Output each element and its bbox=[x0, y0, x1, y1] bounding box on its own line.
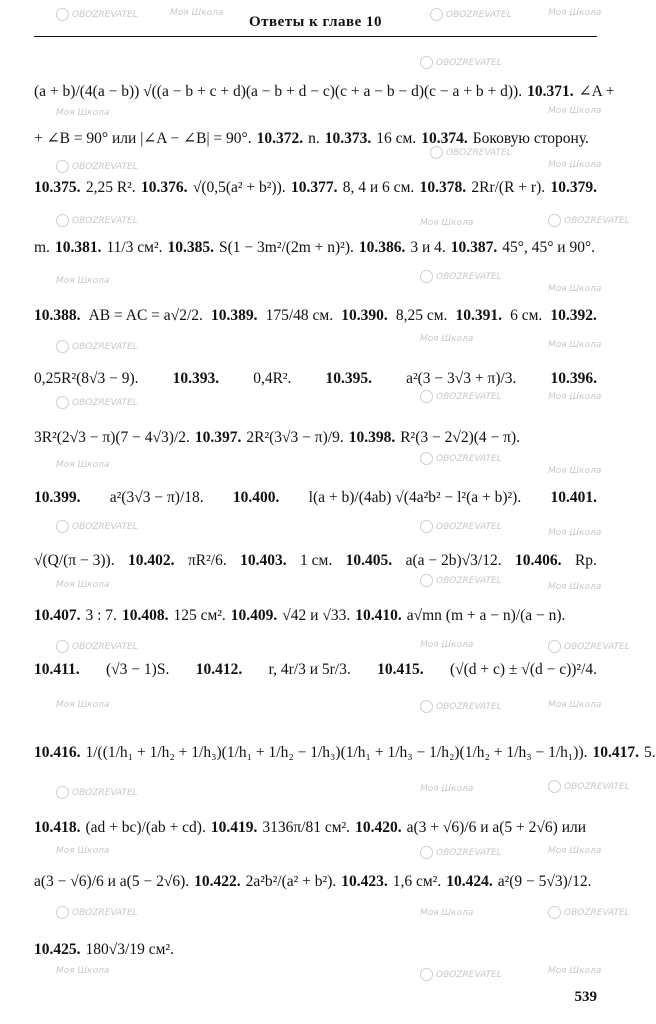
watermark-text: OBOZREVATEL bbox=[72, 788, 138, 798]
problem-number: 10.374. bbox=[421, 130, 468, 147]
watermark-logo-icon bbox=[548, 214, 561, 227]
watermark bbox=[420, 218, 473, 228]
answer-line bbox=[34, 240, 597, 256]
watermark bbox=[420, 56, 502, 69]
watermark bbox=[420, 574, 502, 587]
watermark bbox=[420, 390, 502, 403]
answer-text: a²(3 − 3√3 + π)/3. bbox=[406, 370, 517, 387]
problem-number: 10.401. bbox=[550, 489, 597, 506]
watermark bbox=[56, 108, 109, 118]
answer-text: 3R²(2√3 − π)(7 − 4√3)/2. bbox=[34, 429, 190, 446]
problem-number: 10.425. bbox=[34, 941, 81, 958]
watermark bbox=[56, 276, 109, 286]
answer-text: + ∠B = 90° или |∠A − ∠B| = 90°. bbox=[34, 130, 252, 147]
watermark-text: Моя Школа bbox=[548, 340, 602, 350]
watermark bbox=[548, 640, 630, 653]
answer-text: 2,25 R². bbox=[85, 179, 136, 196]
watermark-text: OBOZREVATEL bbox=[72, 216, 138, 226]
watermark bbox=[56, 520, 138, 533]
watermark bbox=[56, 640, 138, 653]
answer-text: r, 4r/3 и 5r/3. bbox=[268, 661, 351, 678]
answer-text: m. bbox=[34, 239, 50, 256]
answer-text: (√(d + c) ± √(d − c))²/4. bbox=[449, 661, 597, 678]
watermark bbox=[548, 340, 601, 350]
problem-number: 10.387. bbox=[450, 239, 498, 256]
problem-number: 10.407. bbox=[34, 607, 81, 624]
answer-text: 2Rr/(R + r). bbox=[471, 179, 546, 196]
chapter-header: Ответы к главе 10 bbox=[249, 14, 382, 30]
watermark bbox=[430, 146, 512, 159]
answer-line bbox=[34, 608, 597, 624]
watermark-logo-icon bbox=[420, 968, 433, 981]
watermark bbox=[548, 160, 601, 170]
watermark-logo-icon bbox=[56, 520, 69, 533]
watermark bbox=[420, 846, 502, 859]
watermark-text: Моя Школа bbox=[56, 580, 110, 590]
problem-number: 10.423. bbox=[341, 873, 388, 890]
problem-number: 10.415. bbox=[377, 661, 424, 678]
watermark-text: OBOZREVATEL bbox=[72, 10, 138, 20]
watermark bbox=[420, 700, 502, 713]
answer-text: S(1 − 3m²/(2m + n)²). bbox=[219, 239, 354, 256]
problem-number: 10.400. bbox=[232, 489, 280, 506]
watermark bbox=[56, 160, 138, 173]
problem-number: 10.371. bbox=[527, 83, 574, 100]
answer-text: 0,25R²(8√3 − 9). bbox=[34, 370, 139, 387]
answer-line bbox=[34, 180, 597, 196]
watermark bbox=[56, 580, 109, 590]
answer-text: R²(3 − 2√2)(4 − π). bbox=[400, 429, 521, 446]
watermark-text: OBOZREVATEL bbox=[72, 162, 138, 172]
answer-text: 11/3 см². bbox=[106, 239, 163, 256]
watermark-logo-icon bbox=[548, 640, 561, 653]
answer-text: a²(9 − 5√3)/12. bbox=[497, 873, 592, 890]
answer-text: 3 : 7. bbox=[85, 607, 117, 624]
watermark-logo-icon bbox=[420, 520, 433, 533]
problem-number: 10.390. bbox=[341, 307, 388, 324]
answer-line bbox=[34, 308, 597, 324]
watermark-text: OBOZREVATEL bbox=[72, 642, 138, 652]
answer-text: 1,6 см². bbox=[392, 873, 442, 890]
watermark bbox=[548, 582, 601, 592]
watermark-text: OBOZREVATEL bbox=[436, 272, 502, 282]
watermark bbox=[548, 214, 630, 227]
watermark-logo-icon bbox=[420, 574, 433, 587]
watermark-text: OBOZREVATEL bbox=[72, 398, 138, 408]
watermark-text: OBOZREVATEL bbox=[436, 576, 502, 586]
watermark bbox=[548, 392, 601, 402]
problem-number: 10.402. bbox=[128, 552, 175, 569]
watermark-text: Моя Школа bbox=[420, 334, 474, 344]
problem-number: 10.388. bbox=[34, 307, 81, 324]
answer-text: (√3 − 1)S. bbox=[106, 661, 170, 678]
watermark-logo-icon bbox=[430, 146, 443, 159]
watermark-text: OBOZREVATEL bbox=[72, 522, 138, 532]
answer-text: a(a − 2b)√3/12. bbox=[405, 552, 502, 569]
watermark bbox=[56, 846, 109, 856]
answer-text: a√mn (m + a − n)/(a − n). bbox=[406, 607, 566, 624]
watermark-logo-icon bbox=[56, 160, 69, 173]
watermark bbox=[56, 700, 109, 710]
answer-text: √(Q/(π − 3)). bbox=[34, 552, 115, 569]
answer-text: 3136π/81 см². bbox=[262, 819, 351, 836]
problem-number: 10.410. bbox=[355, 607, 402, 624]
watermark-text: Моя Школа bbox=[548, 392, 602, 402]
watermark-text: Моя Школа bbox=[548, 106, 602, 116]
watermark-text: Моя Школа bbox=[56, 700, 110, 710]
answer-text: a(3 + √6)/6 и a(5 + 2√6) или bbox=[406, 819, 587, 836]
watermark-logo-icon bbox=[420, 390, 433, 403]
answer-text: a(3 − √6)/6 и a(5 − 2√6). bbox=[34, 873, 190, 890]
watermark-text: OBOZREVATEL bbox=[564, 782, 630, 792]
problem-number: 10.424. bbox=[446, 873, 493, 890]
answer-line bbox=[34, 490, 597, 506]
problem-number: 10.389. bbox=[210, 307, 258, 324]
watermark-text: Моя Школа bbox=[420, 640, 474, 650]
watermark-text: Моя Школа bbox=[548, 966, 602, 976]
answer-text: 0,4R². bbox=[253, 370, 292, 387]
watermark bbox=[56, 340, 138, 353]
answer-text: 2R²(3√3 − π)/9. bbox=[246, 429, 344, 446]
answer-text: l(a + b)/(4ab) √(4a²b² − l²(a + b)²). bbox=[308, 489, 522, 506]
watermark bbox=[56, 214, 138, 227]
answer-text: 3 и 4. bbox=[410, 239, 446, 256]
problem-number: 10.417. bbox=[592, 744, 640, 761]
answer-text: 180√3/19 см². bbox=[85, 941, 174, 958]
watermark-text: OBOZREVATEL bbox=[436, 702, 502, 712]
watermark bbox=[56, 966, 109, 976]
watermark-logo-icon bbox=[56, 396, 69, 409]
answer-text: (ad + bc)/(ab + cd). bbox=[85, 819, 206, 836]
answer-text: (a + b)/(4(a − b)) √((a − b + c + d)(a − b + d − c)(c + a − b − d)(c − a + b + d)). bbox=[34, 83, 523, 100]
problem-number: 10.377. bbox=[290, 179, 338, 196]
answer-line bbox=[34, 874, 597, 890]
answer-text: a²(3√3 − π)/18. bbox=[109, 489, 204, 506]
watermark-logo-icon bbox=[420, 452, 433, 465]
watermark-text: Моя Школа bbox=[420, 218, 474, 228]
watermark-text: Моя Школа bbox=[56, 460, 110, 470]
watermark bbox=[548, 284, 601, 294]
problem-number: 10.386. bbox=[358, 239, 406, 256]
answer-line bbox=[34, 662, 597, 678]
watermark-text: Моя Школа bbox=[56, 276, 110, 286]
watermark bbox=[420, 334, 473, 344]
watermark-text: Моя Школа bbox=[548, 846, 602, 856]
watermark-text: Моя Школа bbox=[170, 8, 224, 18]
answer-text: 45°, 45° и 90°. bbox=[502, 239, 596, 256]
problem-number: 10.416. bbox=[34, 744, 81, 761]
watermark bbox=[420, 640, 473, 650]
answer-text: 8, 4 и 6 см. bbox=[342, 179, 415, 196]
answer-text: Rp. bbox=[574, 552, 597, 569]
watermark bbox=[420, 968, 502, 981]
problem-number: 10.405. bbox=[345, 552, 393, 569]
watermark bbox=[548, 106, 601, 116]
watermark-text: Моя Школа bbox=[548, 528, 602, 538]
watermark bbox=[548, 466, 601, 476]
problem-number: 10.396. bbox=[550, 370, 597, 387]
watermark-logo-icon bbox=[420, 270, 433, 283]
problem-number: 10.397. bbox=[194, 429, 242, 446]
answer-text: Боковую сторону. bbox=[472, 130, 589, 147]
watermark-text: OBOZREVATEL bbox=[436, 522, 502, 532]
answer-text: 6 см. bbox=[510, 307, 543, 324]
watermark-text: OBOZREVATEL bbox=[446, 10, 512, 20]
problem-number: 10.422. bbox=[194, 873, 241, 890]
problem-number: 10.378. bbox=[419, 179, 467, 196]
problem-number: 10.373. bbox=[324, 130, 372, 147]
answer-line bbox=[34, 131, 597, 147]
watermark-text: OBOZREVATEL bbox=[436, 454, 502, 464]
answer-text: √42 и √33. bbox=[282, 607, 351, 624]
watermark bbox=[548, 906, 630, 919]
watermark bbox=[548, 700, 601, 710]
watermark-text: Моя Школа bbox=[548, 8, 602, 18]
problem-number: 10.398. bbox=[348, 429, 396, 446]
watermark-text: Моя Школа bbox=[56, 108, 110, 118]
watermark-text: Моя Школа bbox=[420, 784, 474, 794]
answer-text: 1/((1/h₁ + 1/h₂ + 1/h₃)(1/h₁ + 1/h₂ − 1/h₃)(1/h₁ + 1/h₃ − 1/h₂)(1/h₂ + 1/h₃ − 1/h₁)). bbox=[85, 744, 588, 761]
page-number: 539 bbox=[574, 989, 597, 1005]
watermark-logo-icon bbox=[56, 906, 69, 919]
watermark-text: OBOZREVATEL bbox=[436, 392, 502, 402]
watermark bbox=[420, 270, 502, 283]
answer-line bbox=[34, 371, 597, 387]
problem-number: 10.409. bbox=[230, 607, 278, 624]
watermark bbox=[420, 520, 502, 533]
watermark-text: OBOZREVATEL bbox=[436, 58, 502, 68]
problem-number: 10.395. bbox=[325, 370, 372, 387]
watermark bbox=[548, 780, 630, 793]
answer-text: 125 см². bbox=[173, 607, 226, 624]
problem-number: 10.385. bbox=[167, 239, 215, 256]
watermark-text: OBOZREVATEL bbox=[436, 848, 502, 858]
watermark-text: Моя Школа bbox=[420, 908, 474, 918]
answer-line bbox=[34, 430, 597, 446]
watermark-text: Моя Школа bbox=[548, 160, 602, 170]
watermark bbox=[56, 786, 138, 799]
answer-line bbox=[34, 942, 597, 958]
watermark-logo-icon bbox=[56, 214, 69, 227]
answer-text: 1 см. bbox=[300, 552, 333, 569]
watermark-text: OBOZREVATEL bbox=[564, 908, 630, 918]
watermark bbox=[56, 396, 138, 409]
watermark-text: OBOZREVATEL bbox=[72, 342, 138, 352]
problem-number: 10.376. bbox=[141, 179, 188, 196]
watermark-logo-icon bbox=[56, 786, 69, 799]
header-rule bbox=[34, 36, 597, 37]
problem-number: 10.408. bbox=[121, 607, 169, 624]
problem-number: 10.391. bbox=[455, 307, 502, 324]
answer-line bbox=[34, 83, 615, 100]
answer-text: AB = AC = a√2/2. bbox=[88, 307, 203, 324]
answer-text: πR²/6. bbox=[187, 552, 227, 569]
watermark bbox=[56, 906, 138, 919]
watermark bbox=[56, 460, 109, 470]
watermark bbox=[548, 966, 601, 976]
problem-number: 10.392. bbox=[550, 307, 597, 324]
problem-number: 10.420. bbox=[355, 819, 402, 836]
problem-number: 10.411. bbox=[34, 661, 80, 678]
watermark-text: Моя Школа bbox=[56, 966, 110, 976]
problem-number: 10.418. bbox=[34, 819, 81, 836]
watermark-text: Моя Школа bbox=[56, 846, 110, 856]
answer-line bbox=[34, 553, 597, 569]
answer-text: n. bbox=[308, 130, 320, 147]
answer-text: 5. bbox=[644, 744, 656, 761]
answer-text: ∠A + bbox=[578, 83, 615, 100]
problem-number: 10.406. bbox=[515, 552, 562, 569]
watermark bbox=[548, 846, 601, 856]
watermark bbox=[420, 784, 473, 794]
problem-number: 10.399. bbox=[34, 489, 81, 506]
problem-number: 10.393. bbox=[172, 370, 220, 387]
watermark-text: Моя Школа bbox=[548, 284, 602, 294]
watermark-logo-icon bbox=[420, 56, 433, 69]
watermark-text: OBOZREVATEL bbox=[446, 148, 512, 158]
watermark-logo-icon bbox=[420, 700, 433, 713]
watermark-logo-icon bbox=[420, 846, 433, 859]
problem-number: 10.419. bbox=[210, 819, 258, 836]
watermark-text: Моя Школа bbox=[548, 700, 602, 710]
watermark bbox=[420, 452, 502, 465]
watermark-text: Моя Школа bbox=[548, 466, 602, 476]
watermark-text: OBOZREVATEL bbox=[436, 970, 502, 980]
answer-line bbox=[34, 744, 656, 761]
answer-line bbox=[34, 820, 597, 836]
answer-text: 8,25 см. bbox=[395, 307, 448, 324]
watermark-text: OBOZREVATEL bbox=[72, 908, 138, 918]
problem-number: 10.375. bbox=[34, 179, 81, 196]
problem-number: 10.379. bbox=[550, 179, 597, 196]
watermark-text: OBOZREVATEL bbox=[564, 216, 630, 226]
watermark bbox=[420, 908, 473, 918]
watermark-logo-icon bbox=[56, 340, 69, 353]
answer-text: 175/48 см. bbox=[265, 307, 334, 324]
watermark-logo-icon bbox=[548, 906, 561, 919]
watermark bbox=[548, 528, 601, 538]
watermark-logo-icon bbox=[56, 640, 69, 653]
problem-number: 10.372. bbox=[256, 130, 304, 147]
problem-number: 10.412. bbox=[195, 661, 243, 678]
problem-number: 10.381. bbox=[54, 239, 102, 256]
watermark-text: Моя Школа bbox=[548, 582, 602, 592]
answer-text: √(0,5(a² + b²)). bbox=[192, 179, 286, 196]
watermark-logo-icon bbox=[548, 780, 561, 793]
answer-text: 2a²b²/(a² + b²). bbox=[245, 873, 337, 890]
answer-text: 16 см. bbox=[376, 130, 417, 147]
watermark-text: OBOZREVATEL bbox=[564, 642, 630, 652]
problem-number: 10.403. bbox=[240, 552, 287, 569]
